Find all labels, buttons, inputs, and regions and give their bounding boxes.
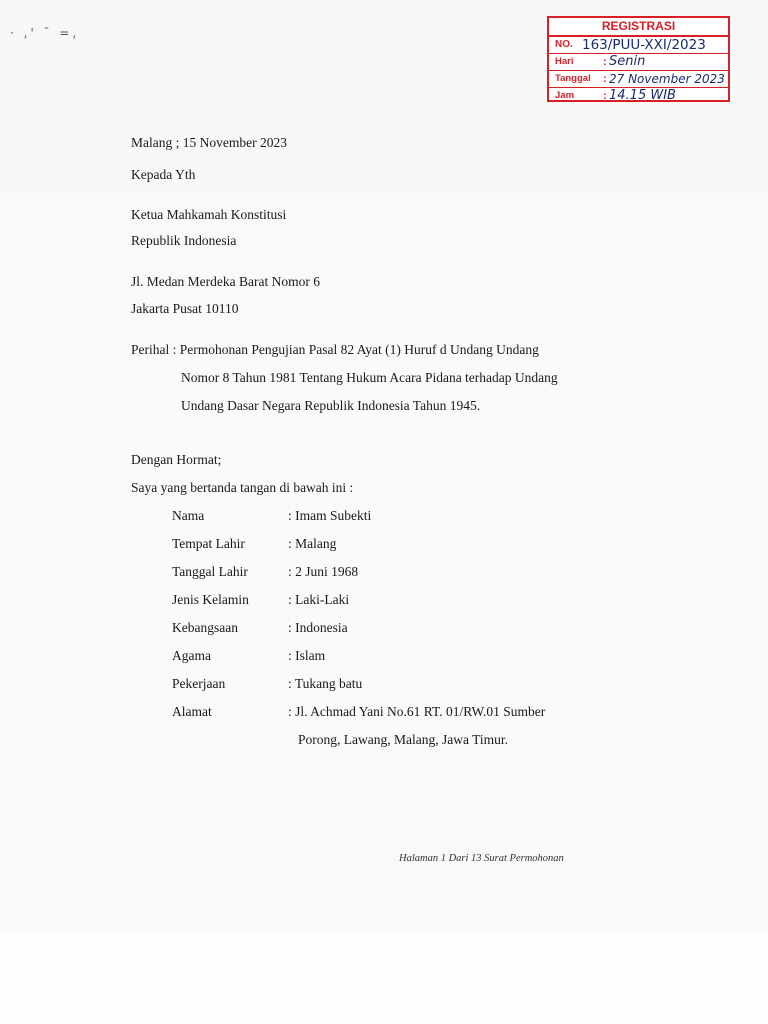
registration-stamp bbox=[547, 16, 730, 102]
field-value: : Islam bbox=[288, 648, 326, 663]
field-value: : Laki-Laki bbox=[288, 592, 350, 607]
stamp-colon: : bbox=[603, 56, 607, 68]
recipient-line-2: Republik Indonesia bbox=[131, 233, 237, 248]
field-label: Pekerjaan bbox=[172, 676, 226, 691]
page-footer: Halaman 1 Dari 13 Surat Permohonan bbox=[399, 853, 564, 864]
stamp-no-label: NO. bbox=[555, 39, 573, 50]
field-label: Jenis Kelamin bbox=[172, 592, 249, 607]
field-value: : Imam Subekti bbox=[288, 508, 372, 523]
stamp-row-no bbox=[549, 37, 728, 54]
field-value: : Tukang batu bbox=[288, 676, 363, 691]
address-line-2: Jakarta Pusat 10110 bbox=[131, 301, 239, 316]
alamat-continued: Porong, Lawang, Malang, Jawa Timur. bbox=[298, 732, 508, 747]
field-label: Alamat bbox=[172, 704, 212, 719]
stamp-no-value: 163/PUU-XXI/2023 bbox=[582, 37, 706, 53]
scan-marks: · ,' ˉ =, bbox=[10, 26, 80, 40]
stamp-hari-value: Senin bbox=[609, 54, 646, 69]
field-value: : Jl. Achmad Yani No.61 RT. 01/RW.01 Sumber bbox=[288, 704, 546, 719]
perihal-line-1: Perihal : Permohonan Pengujian Pasal 82 Ayat (1) Huruf d Undang Undang bbox=[131, 342, 539, 357]
stamp-tanggal-value: 27 November 2023 bbox=[609, 72, 725, 86]
stamp-row-hari bbox=[549, 54, 728, 71]
field-label: Kebangsaan bbox=[172, 620, 238, 635]
stamp-hari-label: Hari bbox=[555, 56, 574, 67]
field-label: Tempat Lahir bbox=[172, 536, 245, 551]
stamp-colon: : bbox=[603, 90, 607, 102]
stamp-colon: : bbox=[603, 73, 607, 85]
greeting: Dengan Hormat; bbox=[131, 452, 222, 467]
field-value: : Indonesia bbox=[288, 620, 348, 635]
perihal-line-3: Undang Dasar Negara Republik Indonesia Tahun 1945. bbox=[181, 398, 481, 413]
place-date: Malang ; 15 November 2023 bbox=[131, 135, 287, 150]
field-label: Tanggal Lahir bbox=[172, 564, 248, 579]
field-label: Nama bbox=[172, 508, 205, 523]
stamp-jam-label: Jam bbox=[555, 90, 575, 101]
salutation-to: Kepada Yth bbox=[131, 167, 196, 182]
stamp-title: REGISTRASI bbox=[549, 18, 728, 37]
intro-line: Saya yang bertanda tangan di bawah ini : bbox=[131, 480, 354, 495]
field-value: : 2 Juni 1968 bbox=[288, 564, 359, 579]
stamp-row-jam bbox=[549, 88, 728, 104]
perihal-line-2: Nomor 8 Tahun 1981 Tentang Hukum Acara Pidana terhadap Undang bbox=[181, 370, 558, 385]
address-line-1: Jl. Medan Merdeka Barat Nomor 6 bbox=[131, 274, 320, 289]
stamp-row-tanggal bbox=[549, 71, 728, 88]
field-label: Agama bbox=[172, 648, 211, 663]
stamp-jam-value: 14.15 WIB bbox=[609, 88, 676, 103]
recipient-line-1: Ketua Mahkamah Konstitusi bbox=[131, 207, 287, 222]
stamp-tanggal-label: Tanggal bbox=[555, 73, 591, 84]
field-value: : Malang bbox=[288, 536, 337, 551]
